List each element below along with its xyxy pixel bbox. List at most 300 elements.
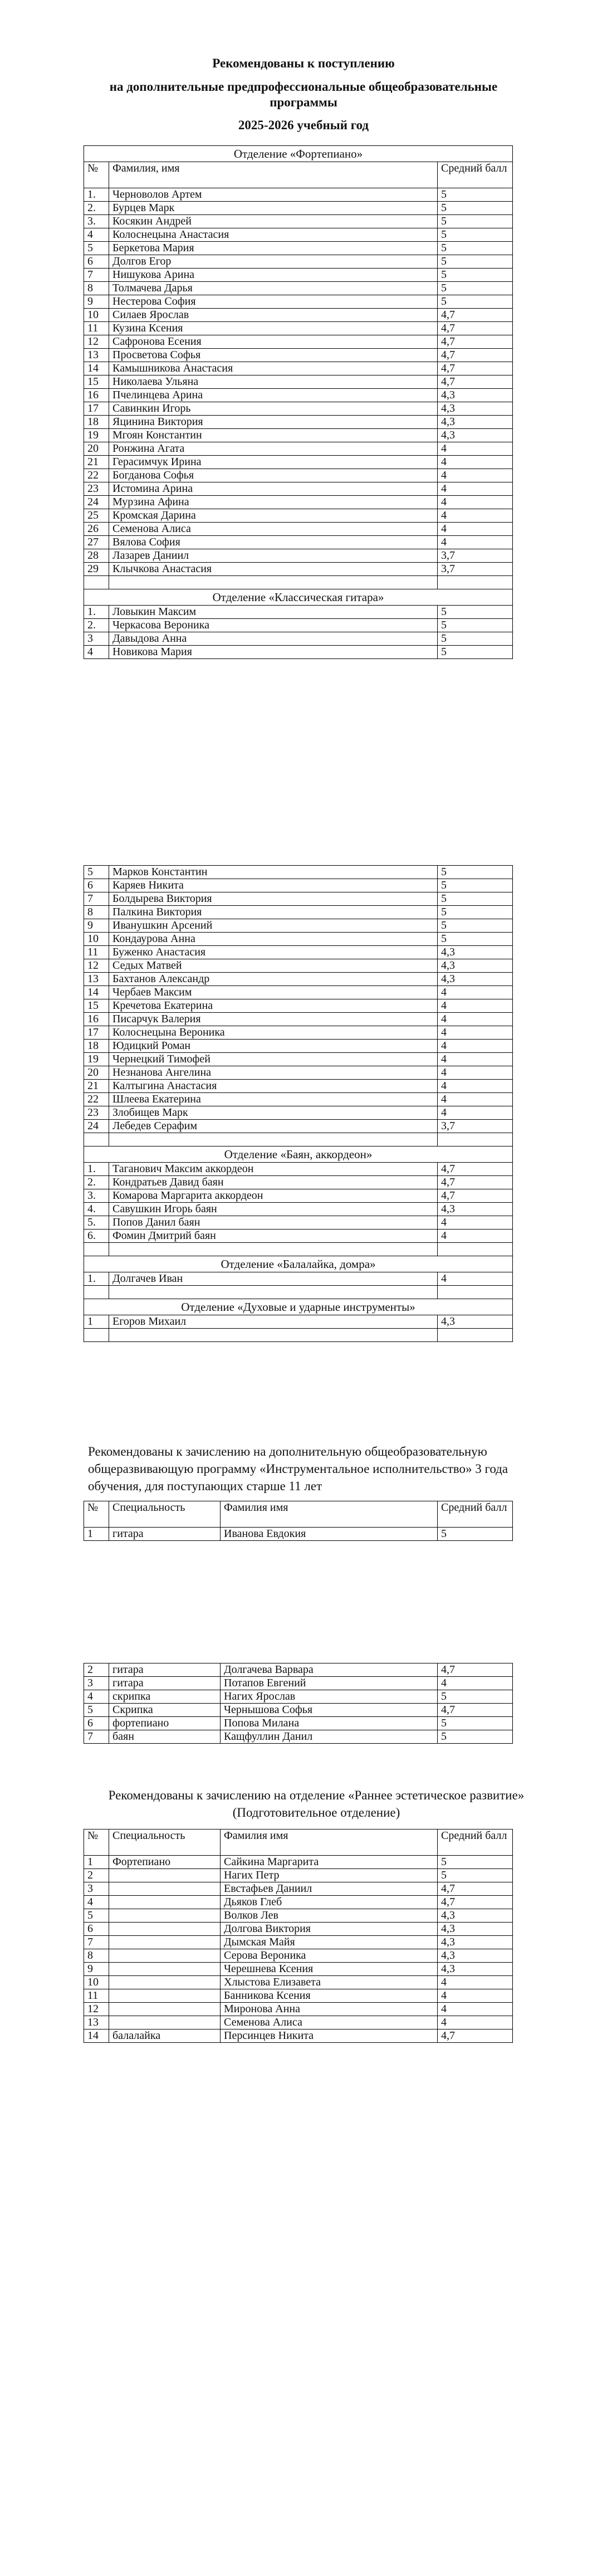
early-development-notice-line-1: Рекомендованы к зачислению на отделение «Раннее эстетическое развитие» bbox=[108, 1788, 525, 1802]
empty-cell bbox=[109, 1243, 438, 1256]
empty-cell bbox=[84, 576, 109, 589]
student-name: Колоснецына Анастасия bbox=[109, 228, 438, 242]
table-row bbox=[84, 282, 513, 295]
table-row bbox=[84, 1717, 513, 1730]
student-name: Марков Константин bbox=[109, 866, 438, 879]
student-name: Шлеева Екатерина bbox=[109, 1093, 438, 1106]
student-name: Пчелинцева Арина bbox=[109, 389, 438, 402]
average-score: 4 bbox=[438, 442, 513, 456]
row-number: 20 bbox=[84, 1066, 109, 1080]
average-score: 4 bbox=[438, 469, 513, 482]
table-row bbox=[84, 2016, 513, 2029]
table-row bbox=[84, 1066, 513, 1080]
row-number: 6 bbox=[84, 879, 109, 892]
student-name: Истомина Арина bbox=[109, 482, 438, 496]
row-number: 16 bbox=[84, 389, 109, 402]
average-score: 4 bbox=[438, 509, 513, 523]
row-number: 12 bbox=[84, 335, 109, 349]
instrumental-table-part-2 bbox=[84, 1663, 513, 1744]
row-number: 2 bbox=[84, 1869, 109, 1882]
column-header-score: Средний балл bbox=[438, 162, 513, 188]
student-name: Кащфуллин Данил bbox=[221, 1730, 438, 1744]
average-score: 4 bbox=[438, 1230, 513, 1243]
row-number: 2. bbox=[84, 1176, 109, 1189]
student-name: Кромская Дарина bbox=[109, 509, 438, 523]
average-score: 5 bbox=[438, 1690, 513, 1704]
student-name: Семенова Алиса bbox=[109, 523, 438, 536]
student-name: Потапов Евгений bbox=[221, 1677, 438, 1690]
early-development-notice-line-2: (Подготовительное отделение) bbox=[232, 1806, 400, 1819]
student-name: Нагих Петр bbox=[221, 1869, 438, 1882]
specialty: гитара bbox=[109, 1528, 221, 1541]
row-number: 16 bbox=[84, 1013, 109, 1026]
table-row bbox=[84, 362, 513, 375]
specialty: гитара bbox=[109, 1677, 221, 1690]
row-number: 5. bbox=[84, 1216, 109, 1230]
table-row bbox=[84, 1176, 513, 1189]
average-score: 4 bbox=[438, 1040, 513, 1053]
average-score: 4 bbox=[438, 986, 513, 999]
student-name: Богданова Софья bbox=[109, 469, 438, 482]
student-name: Таганович Максим аккордеон bbox=[109, 1163, 438, 1176]
table-row bbox=[84, 482, 513, 496]
specialty bbox=[109, 2003, 221, 2016]
table-row bbox=[84, 1909, 513, 1923]
average-score: 5 bbox=[438, 215, 513, 228]
student-name: Мурзина Афина bbox=[109, 496, 438, 509]
table-row bbox=[84, 389, 513, 402]
table-row bbox=[84, 619, 513, 632]
empty-cell bbox=[438, 1286, 513, 1299]
row-number: 6 bbox=[84, 1717, 109, 1730]
specialty bbox=[109, 1923, 221, 1936]
student-name: Лебедев Серафим bbox=[109, 1120, 438, 1133]
blank-row bbox=[84, 1329, 513, 1342]
row-number: 4 bbox=[84, 1690, 109, 1704]
student-name: Толмачева Дарья bbox=[109, 282, 438, 295]
specialty bbox=[109, 2016, 221, 2029]
average-score: 4,7 bbox=[438, 362, 513, 375]
empty-cell bbox=[438, 1243, 513, 1256]
average-score: 4,7 bbox=[438, 322, 513, 335]
average-score: 4,3 bbox=[438, 959, 513, 973]
table-row bbox=[84, 1923, 513, 1936]
average-score: 4,3 bbox=[438, 1203, 513, 1216]
table-row bbox=[84, 442, 513, 456]
student-name: Комарова Маргарита аккордеон bbox=[109, 1189, 438, 1203]
average-score: 4,7 bbox=[438, 1663, 513, 1677]
row-number: 23 bbox=[84, 1106, 109, 1120]
table-row bbox=[84, 606, 513, 619]
row-number: 24 bbox=[84, 1120, 109, 1133]
student-name: Кондратьев Давид баян bbox=[109, 1176, 438, 1189]
table-row bbox=[84, 1163, 513, 1176]
table-row bbox=[84, 549, 513, 563]
table-row bbox=[84, 1730, 513, 1744]
table-row bbox=[84, 335, 513, 349]
student-name: Савинкин Игорь bbox=[109, 402, 438, 416]
student-name: Долгов Егор bbox=[109, 255, 438, 269]
row-number: 3 bbox=[84, 1882, 109, 1896]
row-number: 17 bbox=[84, 402, 109, 416]
student-name: Егоров Михаил bbox=[109, 1315, 438, 1329]
average-score: 5 bbox=[438, 866, 513, 879]
row-number: 28 bbox=[84, 549, 109, 563]
table-row bbox=[84, 1216, 513, 1230]
average-score: 4 bbox=[438, 1053, 513, 1066]
table-row bbox=[84, 269, 513, 282]
table-row bbox=[84, 1976, 513, 1989]
empty-cell bbox=[84, 1286, 109, 1299]
table-row bbox=[84, 1690, 513, 1704]
student-name: Савушкин Игорь баян bbox=[109, 1203, 438, 1216]
row-number: 7 bbox=[84, 1730, 109, 1744]
row-number: 13 bbox=[84, 973, 109, 986]
average-score: 5 bbox=[438, 282, 513, 295]
table-row bbox=[84, 563, 513, 576]
specialty bbox=[109, 1896, 221, 1909]
average-score: 4,7 bbox=[438, 1704, 513, 1717]
specialty bbox=[109, 1882, 221, 1896]
student-name: Камышникова Анастасия bbox=[109, 362, 438, 375]
average-score: 5 bbox=[438, 1869, 513, 1882]
student-name: Писарчук Валерия bbox=[109, 1013, 438, 1026]
row-number: 14 bbox=[84, 362, 109, 375]
average-score: 4,7 bbox=[438, 1189, 513, 1203]
row-number: 3. bbox=[84, 215, 109, 228]
student-name: Евстафьев Даниил bbox=[221, 1882, 438, 1896]
column-header-name: Фамилия имя bbox=[221, 1501, 438, 1528]
table-row bbox=[84, 1949, 513, 1963]
row-number: 22 bbox=[84, 469, 109, 482]
student-name: Иванушкин Арсений bbox=[109, 919, 438, 933]
row-number: 14 bbox=[84, 986, 109, 999]
table-row bbox=[84, 242, 513, 255]
table-row bbox=[84, 879, 513, 892]
row-number: 4. bbox=[84, 1203, 109, 1216]
row-number: 29 bbox=[84, 563, 109, 576]
row-number: 1 bbox=[84, 1528, 109, 1541]
specialty: скрипка bbox=[109, 1690, 221, 1704]
table-row bbox=[84, 536, 513, 549]
section-row bbox=[84, 1256, 513, 1272]
average-score: 5 bbox=[438, 188, 513, 202]
row-number: 10 bbox=[84, 933, 109, 946]
average-score: 3,7 bbox=[438, 563, 513, 576]
empty-cell bbox=[84, 1133, 109, 1146]
row-number: 13 bbox=[84, 349, 109, 362]
table-row bbox=[84, 349, 513, 362]
row-number: 12 bbox=[84, 2003, 109, 2016]
row-number: 27 bbox=[84, 536, 109, 549]
blank-row bbox=[84, 1133, 513, 1146]
table-row bbox=[84, 892, 513, 906]
table-row bbox=[84, 646, 513, 659]
average-score: 4,3 bbox=[438, 973, 513, 986]
average-score: 4 bbox=[438, 1989, 513, 2003]
row-number: 23 bbox=[84, 482, 109, 496]
student-name: Яцинина Виктория bbox=[109, 416, 438, 429]
row-number: 21 bbox=[84, 456, 109, 469]
average-score: 4,3 bbox=[438, 1963, 513, 1976]
table-row bbox=[84, 2003, 513, 2016]
student-name: Персинцев Никита bbox=[221, 2029, 438, 2043]
specialty: балалайка bbox=[109, 2029, 221, 2043]
section-title: Отделение «Балалайка, домра» bbox=[84, 1256, 513, 1272]
student-name: Серова Вероника bbox=[221, 1949, 438, 1963]
row-number: 1 bbox=[84, 1315, 109, 1329]
average-score: 4,3 bbox=[438, 946, 513, 959]
table-row bbox=[84, 295, 513, 309]
table-row bbox=[84, 469, 513, 482]
row-number: 9 bbox=[84, 295, 109, 309]
section-row bbox=[84, 589, 513, 606]
average-score: 5 bbox=[438, 619, 513, 632]
student-name: Незнанова Ангелина bbox=[109, 1066, 438, 1080]
specialty bbox=[109, 1976, 221, 1989]
average-score: 4 bbox=[438, 1066, 513, 1080]
student-name: Бурцев Марк bbox=[109, 202, 438, 215]
average-score: 4 bbox=[438, 536, 513, 549]
average-score: 4,3 bbox=[438, 389, 513, 402]
row-number: 1. bbox=[84, 188, 109, 202]
student-name: Просветова Софья bbox=[109, 349, 438, 362]
table-row bbox=[84, 375, 513, 389]
column-header-name: Фамилия, имя bbox=[109, 162, 438, 188]
table-row bbox=[84, 1315, 513, 1329]
row-number: 20 bbox=[84, 442, 109, 456]
average-score: 5 bbox=[438, 646, 513, 659]
specialty bbox=[109, 1869, 221, 1882]
average-score: 4 bbox=[438, 1976, 513, 1989]
column-header-specialty: Специальность bbox=[109, 1829, 221, 1856]
table-row bbox=[84, 1869, 513, 1882]
student-name: Вялова София bbox=[109, 536, 438, 549]
student-name: Герасимчук Ирина bbox=[109, 456, 438, 469]
heading-line-4: 2025-2026 учебный год bbox=[238, 118, 369, 132]
student-name: Кузина Ксения bbox=[109, 322, 438, 335]
table-row bbox=[84, 946, 513, 959]
student-name: Сайкина Маргарита bbox=[221, 1856, 438, 1869]
average-score: 4,3 bbox=[438, 1949, 513, 1963]
row-number: 18 bbox=[84, 416, 109, 429]
average-score: 4,7 bbox=[438, 1176, 513, 1189]
table-row bbox=[84, 1272, 513, 1286]
row-number: 11 bbox=[84, 946, 109, 959]
average-score: 4 bbox=[438, 1216, 513, 1230]
table-row bbox=[84, 999, 513, 1013]
student-name: Калтыгина Анастасия bbox=[109, 1080, 438, 1093]
section-title: Отделение «Баян, аккордеон» bbox=[84, 1146, 513, 1163]
table-row bbox=[84, 509, 513, 523]
average-score: 4 bbox=[438, 1272, 513, 1286]
student-name: Волков Лев bbox=[221, 1909, 438, 1923]
row-number: 4 bbox=[84, 646, 109, 659]
average-score: 4 bbox=[438, 523, 513, 536]
average-score: 4 bbox=[438, 999, 513, 1013]
column-header-score: Средний балл bbox=[438, 1829, 513, 1856]
average-score: 4,7 bbox=[438, 2029, 513, 2043]
student-name: Давыдова Анна bbox=[109, 632, 438, 646]
table-row bbox=[84, 866, 513, 879]
row-number: 12 bbox=[84, 959, 109, 973]
average-score: 4,3 bbox=[438, 1909, 513, 1923]
row-number: 7 bbox=[84, 892, 109, 906]
average-score: 4,3 bbox=[438, 1315, 513, 1329]
average-score: 4,3 bbox=[438, 416, 513, 429]
empty-cell bbox=[109, 1329, 438, 1342]
table-row bbox=[84, 309, 513, 322]
column-header-name: Фамилия имя bbox=[221, 1829, 438, 1856]
average-score: 4,3 bbox=[438, 1923, 513, 1936]
student-name: Миронова Анна bbox=[221, 2003, 438, 2016]
admission-table-part-1 bbox=[84, 145, 513, 659]
average-score: 4 bbox=[438, 482, 513, 496]
column-header-number: № bbox=[84, 1829, 109, 1856]
table-row bbox=[84, 1963, 513, 1976]
student-name: Силаев Ярослав bbox=[109, 309, 438, 322]
student-name: Злобищев Марк bbox=[109, 1106, 438, 1120]
student-name: Долгова Виктория bbox=[221, 1923, 438, 1936]
average-score: 3,7 bbox=[438, 549, 513, 563]
column-header-number: № bbox=[84, 1501, 109, 1528]
table-row bbox=[84, 188, 513, 202]
student-name: Буженко Анастасия bbox=[109, 946, 438, 959]
student-name: Черкасова Вероника bbox=[109, 619, 438, 632]
empty-cell bbox=[109, 1133, 438, 1146]
table-row bbox=[84, 1040, 513, 1053]
student-name: Иванова Евдокия bbox=[221, 1528, 438, 1541]
table-row bbox=[84, 1230, 513, 1243]
row-number: 26 bbox=[84, 523, 109, 536]
student-name: Кречетова Екатерина bbox=[109, 999, 438, 1013]
student-name: Мгоян Константин bbox=[109, 429, 438, 442]
row-number: 9 bbox=[84, 1963, 109, 1976]
row-number: 5 bbox=[84, 1704, 109, 1717]
table-row bbox=[84, 1120, 513, 1133]
table-row bbox=[84, 402, 513, 416]
instrumental-table-part-1 bbox=[84, 1501, 513, 1541]
empty-cell bbox=[109, 1286, 438, 1299]
header-row bbox=[84, 1501, 513, 1528]
table-row bbox=[84, 228, 513, 242]
table-row bbox=[84, 1528, 513, 1541]
specialty bbox=[109, 1909, 221, 1923]
heading-line-2: на дополнительные предпрофессиональные общеобразовательные bbox=[109, 80, 498, 94]
table-row bbox=[84, 986, 513, 999]
row-number: 19 bbox=[84, 1053, 109, 1066]
specialty: фортепиано bbox=[109, 1717, 221, 1730]
table-row bbox=[84, 973, 513, 986]
average-score: 5 bbox=[438, 919, 513, 933]
early-development-table bbox=[84, 1829, 513, 2043]
table-row bbox=[84, 2029, 513, 2043]
average-score: 4,7 bbox=[438, 335, 513, 349]
row-number: 9 bbox=[84, 919, 109, 933]
table-row bbox=[84, 1093, 513, 1106]
empty-cell bbox=[438, 1133, 513, 1146]
specialty: баян bbox=[109, 1730, 221, 1744]
average-score: 5 bbox=[438, 228, 513, 242]
specialty: Скрипка bbox=[109, 1704, 221, 1717]
student-name: Черноволов Артем bbox=[109, 188, 438, 202]
average-score: 4,7 bbox=[438, 349, 513, 362]
table-row bbox=[84, 496, 513, 509]
average-score: 5 bbox=[438, 269, 513, 282]
row-number: 5 bbox=[84, 242, 109, 255]
specialty: гитара bbox=[109, 1663, 221, 1677]
table-row bbox=[84, 959, 513, 973]
average-score: 5 bbox=[438, 1730, 513, 1744]
empty-cell bbox=[109, 576, 438, 589]
header-row bbox=[84, 1829, 513, 1856]
section-row bbox=[84, 146, 513, 162]
table-row bbox=[84, 1013, 513, 1026]
specialty bbox=[109, 1989, 221, 2003]
student-name: Дьяков Глеб bbox=[221, 1896, 438, 1909]
row-number: 2 bbox=[84, 1663, 109, 1677]
row-number: 3 bbox=[84, 632, 109, 646]
average-score: 5 bbox=[438, 606, 513, 619]
table-row bbox=[84, 523, 513, 536]
row-number: 21 bbox=[84, 1080, 109, 1093]
average-score: 5 bbox=[438, 892, 513, 906]
average-score: 4,7 bbox=[438, 1163, 513, 1176]
student-name: Ловыкин Максим bbox=[109, 606, 438, 619]
student-name: Седых Матвей bbox=[109, 959, 438, 973]
table-row bbox=[84, 1936, 513, 1949]
average-score: 5 bbox=[438, 906, 513, 919]
student-name: Кондаурова Анна bbox=[109, 933, 438, 946]
row-number: 1 bbox=[84, 1856, 109, 1869]
average-score: 5 bbox=[438, 632, 513, 646]
row-number: 6. bbox=[84, 1230, 109, 1243]
section-row bbox=[84, 1146, 513, 1163]
row-number: 22 bbox=[84, 1093, 109, 1106]
average-score: 4,3 bbox=[438, 429, 513, 442]
row-number: 24 bbox=[84, 496, 109, 509]
specialty bbox=[109, 1936, 221, 1949]
table-row bbox=[84, 906, 513, 919]
average-score: 4 bbox=[438, 1013, 513, 1026]
student-name: Болдырева Виктория bbox=[109, 892, 438, 906]
table-row bbox=[84, 1677, 513, 1690]
row-number: 15 bbox=[84, 375, 109, 389]
row-number: 10 bbox=[84, 309, 109, 322]
row-number: 3. bbox=[84, 1189, 109, 1203]
table-row bbox=[84, 1882, 513, 1896]
average-score: 4 bbox=[438, 1080, 513, 1093]
table-row bbox=[84, 215, 513, 228]
row-number: 6 bbox=[84, 1923, 109, 1936]
table-row bbox=[84, 456, 513, 469]
average-score: 4,3 bbox=[438, 1936, 513, 1949]
average-score: 4,7 bbox=[438, 309, 513, 322]
average-score: 5 bbox=[438, 933, 513, 946]
row-number: 1. bbox=[84, 1163, 109, 1176]
student-name: Колоснецына Вероника bbox=[109, 1026, 438, 1040]
student-name: Бахтанов Александр bbox=[109, 973, 438, 986]
row-number: 3 bbox=[84, 1677, 109, 1690]
row-number: 5 bbox=[84, 866, 109, 879]
row-number: 2. bbox=[84, 619, 109, 632]
average-score: 4 bbox=[438, 1093, 513, 1106]
table-row bbox=[84, 202, 513, 215]
average-score: 5 bbox=[438, 295, 513, 309]
heading-line-3: программы bbox=[270, 95, 337, 109]
student-name: Чербаев Максим bbox=[109, 986, 438, 999]
specialty bbox=[109, 1963, 221, 1976]
